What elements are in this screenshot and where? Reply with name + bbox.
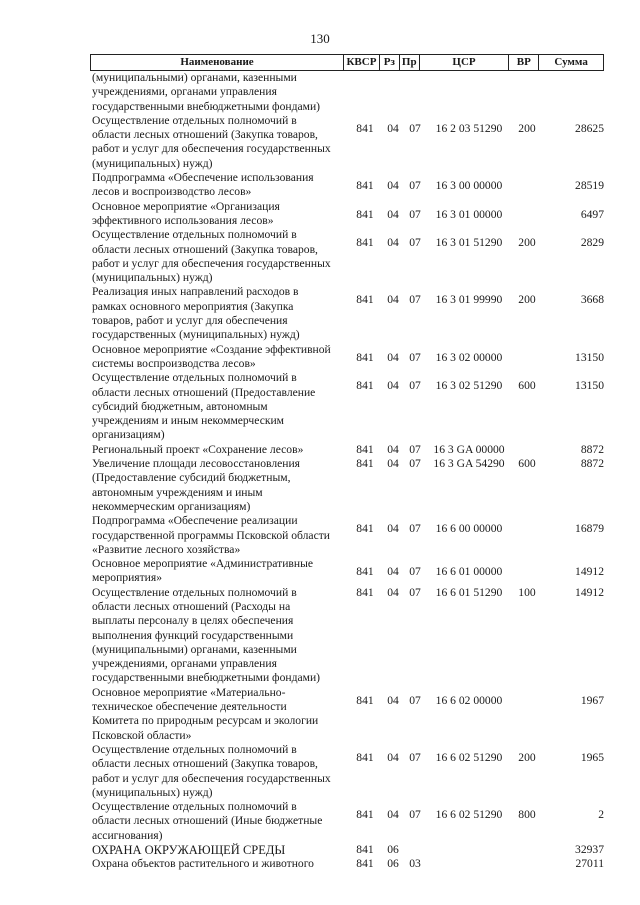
cell-name: Осуществление отдельных полномочий в области лесных отношений (Расходы на выплаты персоналу в целях обеспечения выполнения функций государственными (муниципальными) органами, казенными учреждениями, органами управления государственными внебюджетными фондами): [92, 585, 321, 685]
cell-pr: 07: [409, 442, 421, 456]
cell-rz: 04: [387, 379, 399, 393]
budget-table: [90, 54, 604, 872]
cell-sum: 2829: [580, 236, 604, 250]
cell-csr: 16 3 01 00000: [435, 207, 503, 221]
cell-name: Осуществление отдельных полномочий в области лесных отношений (Закупка товаров, работ и услуг для обеспечения государственных (муниципальных) нужд): [92, 113, 331, 170]
cell-name: Региональный проект «Сохранение лесов»: [92, 442, 304, 456]
cell-rz: 06: [387, 857, 399, 871]
cell-kvsr: 841: [356, 565, 374, 579]
cell-rz: 04: [387, 236, 399, 250]
cell-rz: 04: [387, 293, 399, 307]
cell-name: Основное мероприятие «Материально- техническое обеспечение деятельности Комитета по природным ресурсам и экологии Псковской области»: [92, 685, 319, 742]
cell-pr: 07: [409, 293, 421, 307]
cell-kvsr: 841: [356, 379, 374, 393]
table-row: [90, 457, 604, 514]
page-number: 130: [310, 31, 330, 46]
table-row: [90, 443, 604, 457]
cell-pr: [404, 71, 426, 79]
header-rz: Рз: [379, 55, 399, 70]
cell-rz: 04: [387, 457, 399, 471]
cell-name: Подпрограмма «Обеспечение реализации государственной программы Псковской области «Развитие лесного хозяйства»: [92, 514, 330, 556]
header-vr: ВР: [508, 55, 538, 70]
cell-vr: [512, 686, 542, 694]
cell-pr: 03: [409, 857, 421, 871]
cell-rz: 04: [387, 585, 399, 599]
cell-name: Увеличение площади лесовосстановления (Предоставление субсидий бюджетным, автономным учреждениям и иным некоммерческим организациям): [92, 457, 301, 513]
cell-vr: 800: [518, 808, 536, 822]
cell-sum: 28625: [575, 121, 604, 135]
cell-sum: 16879: [575, 522, 604, 536]
cell-kvsr: 841: [356, 236, 374, 250]
cell-pr: 07: [409, 585, 421, 599]
cell-name: Охрана объектов растительного и животного: [92, 857, 314, 871]
cell-csr: [426, 71, 512, 79]
cell-csr: 16 3 02 00000: [435, 350, 503, 364]
cell-kvsr: [348, 71, 382, 79]
cell-kvsr: 841: [356, 585, 374, 599]
table-row: [90, 514, 604, 557]
cell-sum: 13150: [575, 350, 604, 364]
cell-pr: 07: [409, 750, 421, 764]
cell-name: Основное мероприятие «Организация эффективного использования лесов»: [92, 199, 280, 227]
cell-pr: 07: [409, 350, 421, 364]
cell-kvsr: 841: [356, 293, 374, 307]
cell-rz: 04: [387, 808, 399, 822]
cell-name: Основное мероприятие «Создание эффективной системы воспроизводства лесов»: [92, 342, 331, 370]
header-csr: ЦСР: [419, 55, 509, 70]
table-row: [90, 171, 604, 200]
cell-sum: 8872: [580, 457, 604, 471]
table-row: [90, 200, 604, 229]
cell-name: Осуществление отдельных полномочий в области лесных отношений (Закупка товаров, работ и услуг для обеспечения государственных (муниципальных) нужд): [92, 742, 331, 799]
cell-kvsr: 841: [356, 121, 374, 135]
cell-pr: 07: [409, 207, 421, 221]
cell-pr: 07: [409, 522, 421, 536]
cell-sum: 6497: [580, 207, 604, 221]
cell-vr: 100: [518, 585, 536, 599]
cell-rz: 04: [387, 565, 399, 579]
header-name: Наименование: [180, 56, 254, 68]
cell-vr: [512, 557, 542, 565]
cell-kvsr: 841: [356, 693, 374, 707]
cell-rz: 04: [387, 522, 399, 536]
cell-name: Подпрограмма «Обеспечение использования лесов и воспроизводство лесов»: [92, 171, 314, 199]
cell-csr: 16 6 02 51290: [435, 808, 503, 822]
cell-sum: 32937: [575, 843, 604, 857]
cell-pr: 07: [409, 808, 421, 822]
cell-vr: [512, 171, 542, 179]
cell-name: Осуществление отдельных полномочий в области лесных отношений (Предоставление субсидий бюджетным, автономным учреждениям и иным некоммерческим организациям): [92, 371, 316, 442]
cell-name: Осуществление отдельных полномочий в области лесных отношений (Иные бюджетные ассигнования): [92, 800, 323, 842]
cell-name: (муниципальными) органами, казенными учреждениями, органами управления государственными внебюджетными фондами): [92, 71, 321, 113]
cell-kvsr: 841: [356, 750, 374, 764]
table-row: [90, 843, 604, 857]
cell-csr: 16 3 00 00000: [435, 179, 503, 193]
cell-vr: [512, 343, 542, 351]
cell-sum: 27011: [575, 857, 604, 871]
header-kvsr: КВСР: [343, 55, 379, 70]
cell-csr: 16 3 GA 00000: [433, 442, 505, 456]
cell-vr: 600: [518, 457, 536, 471]
cell-name: ОХРАНА ОКРУЖАЮЩЕЙ СРЕДЫ: [92, 843, 286, 858]
cell-pr: 07: [409, 457, 421, 471]
cell-csr: 16 6 01 51290: [435, 585, 503, 599]
cell-pr: 07: [409, 693, 421, 707]
cell-rz: [382, 71, 404, 79]
cell-vr: 200: [518, 121, 536, 135]
cell-sum: [542, 71, 604, 79]
cell-pr: 07: [409, 379, 421, 393]
cell-sum: 14912: [575, 585, 604, 599]
table-row: [90, 285, 604, 342]
cell-csr: 16 3 02 51290: [435, 379, 503, 393]
table-row: [90, 371, 604, 442]
table-body: [90, 71, 604, 872]
cell-vr: 200: [518, 750, 536, 764]
cell-csr: 16 6 00 00000: [435, 522, 503, 536]
cell-kvsr: 841: [356, 808, 374, 822]
cell-kvsr: 841: [356, 857, 374, 871]
cell-rz: 04: [387, 207, 399, 221]
cell-rz: 04: [387, 179, 399, 193]
table-row: [90, 800, 604, 843]
cell-name: Основное мероприятие «Административные мероприятия»: [92, 557, 314, 585]
cell-name: Реализация иных направлений расходов в рамках основного мероприятия (Закупка товаров, работ и услуг для обеспечения государственных (муниципальных) нужд): [92, 285, 300, 342]
cell-vr: 200: [518, 236, 536, 250]
table-row: [90, 743, 604, 800]
cell-vr: 200: [518, 293, 536, 307]
cell-sum: 2: [598, 808, 604, 822]
cell-sum: 14912: [575, 565, 604, 579]
cell-vr: [512, 71, 542, 79]
cell-kvsr: 841: [356, 350, 374, 364]
cell-csr: 16 3 01 99990: [435, 293, 503, 307]
cell-vr: [512, 200, 542, 208]
cell-csr: 16 6 02 00000: [435, 693, 503, 707]
cell-csr: 16 6 01 00000: [435, 565, 503, 579]
cell-pr: 07: [409, 179, 421, 193]
cell-vr: [512, 514, 542, 522]
cell-sum: 28519: [575, 179, 604, 193]
cell-sum: 3668: [580, 293, 604, 307]
cell-vr: 600: [518, 379, 536, 393]
cell-rz: 04: [387, 350, 399, 364]
cell-sum: 13150: [575, 379, 604, 393]
header-pr: Пр: [399, 55, 419, 70]
cell-csr: 16 6 02 51290: [435, 750, 503, 764]
cell-csr: 16 3 01 51290: [435, 236, 503, 250]
table-row: [90, 857, 604, 871]
cell-rz: 04: [387, 750, 399, 764]
table-row: [90, 228, 604, 285]
table-row: [90, 114, 604, 171]
table-row: [90, 586, 604, 686]
cell-rz: 04: [387, 121, 399, 135]
cell-rz: 06: [387, 843, 399, 857]
cell-name: Осуществление отдельных полномочий в области лесных отношений (Закупка товаров, работ и услуг для обеспечения государственных (муниципальных) нужд): [92, 228, 331, 285]
cell-kvsr: 841: [356, 457, 374, 471]
cell-kvsr: 841: [356, 843, 374, 857]
header-sum: Сумма: [538, 55, 603, 70]
table-header: [90, 54, 604, 71]
cell-kvsr: 841: [356, 522, 374, 536]
table-row: [90, 343, 604, 372]
cell-pr: 07: [409, 121, 421, 135]
table-row: [90, 686, 604, 743]
cell-kvsr: 841: [356, 179, 374, 193]
cell-sum: 1965: [580, 750, 604, 764]
cell-pr: 07: [409, 565, 421, 579]
table-row: [90, 557, 604, 586]
cell-kvsr: 841: [356, 442, 374, 456]
cell-sum: 1967: [580, 693, 604, 707]
table-row: [90, 71, 604, 114]
cell-rz: 04: [387, 693, 399, 707]
cell-sum: 8872: [580, 442, 604, 456]
cell-kvsr: 841: [356, 207, 374, 221]
cell-rz: 04: [387, 442, 399, 456]
cell-csr: 16 3 GA 54290: [433, 457, 505, 471]
cell-pr: 07: [409, 236, 421, 250]
cell-csr: 16 2 03 51290: [435, 121, 503, 135]
